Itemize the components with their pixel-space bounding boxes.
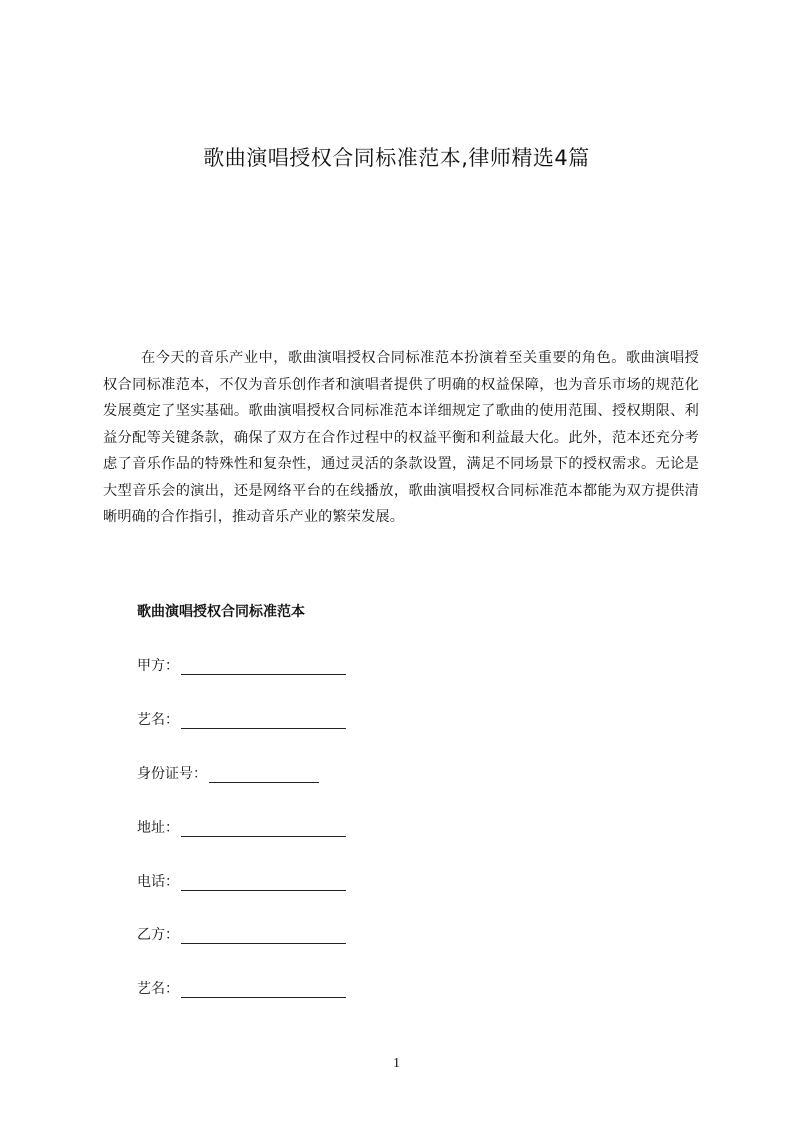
stage-name-a-field [137, 709, 346, 729]
phone-blank [181, 876, 346, 891]
page-number: 1 [393, 1056, 400, 1071]
id-number-field [137, 763, 319, 783]
stage-name-b-label: 艺名： [137, 981, 179, 997]
address-field [137, 817, 346, 837]
party-a-blank [181, 660, 346, 675]
stage-name-a-blank [181, 714, 346, 729]
party-a-field [137, 655, 346, 675]
stage-name-b-field [137, 978, 346, 998]
party-b-field [137, 924, 346, 944]
intro-paragraph: 在今天的音乐产业中，歌曲演唱授权合同标准范本扮演着至关重要的角色。歌曲演唱授权合同标准范本，不仅为音乐创作者和演唱者提供了明确的权益保障，也为音乐市场的规范化发展奠定了坚实基础。歌曲演唱授权合同标准范本详细规定了歌曲的使用范围、授权期限、利益分配等关键条款，确保了双方在合作过程中的权益平衡和利益最大化。此外，范本还充分考虑了音乐作品的特殊性和复杂性，通过灵活的条款设置，满足不同场景下的授权需求。无论是大型音乐会的演出，还是网络平台的在线播放，歌曲演唱授权合同标准范本都能为双方提供清晰明确的合作指引，推动音乐产业的繁荣发展。 [103, 350, 699, 525]
party-a-label: 甲方： [137, 658, 179, 674]
party-b-label: 乙方： [137, 927, 179, 943]
document-title: 歌曲演唱授权合同标准范本,律师精选4篇 [203, 146, 590, 170]
phone-field [137, 871, 346, 891]
id-number-label: 身份证号： [137, 766, 207, 782]
stage-name-a-label: 艺名： [137, 712, 179, 728]
address-blank [181, 822, 346, 837]
party-b-blank [181, 929, 346, 944]
stage-name-b-blank [181, 983, 346, 998]
phone-label: 电话： [137, 874, 179, 890]
address-label: 地址： [137, 820, 179, 836]
section-heading: 歌曲演唱授权合同标准范本 [137, 604, 305, 620]
id-number-blank [209, 768, 319, 783]
